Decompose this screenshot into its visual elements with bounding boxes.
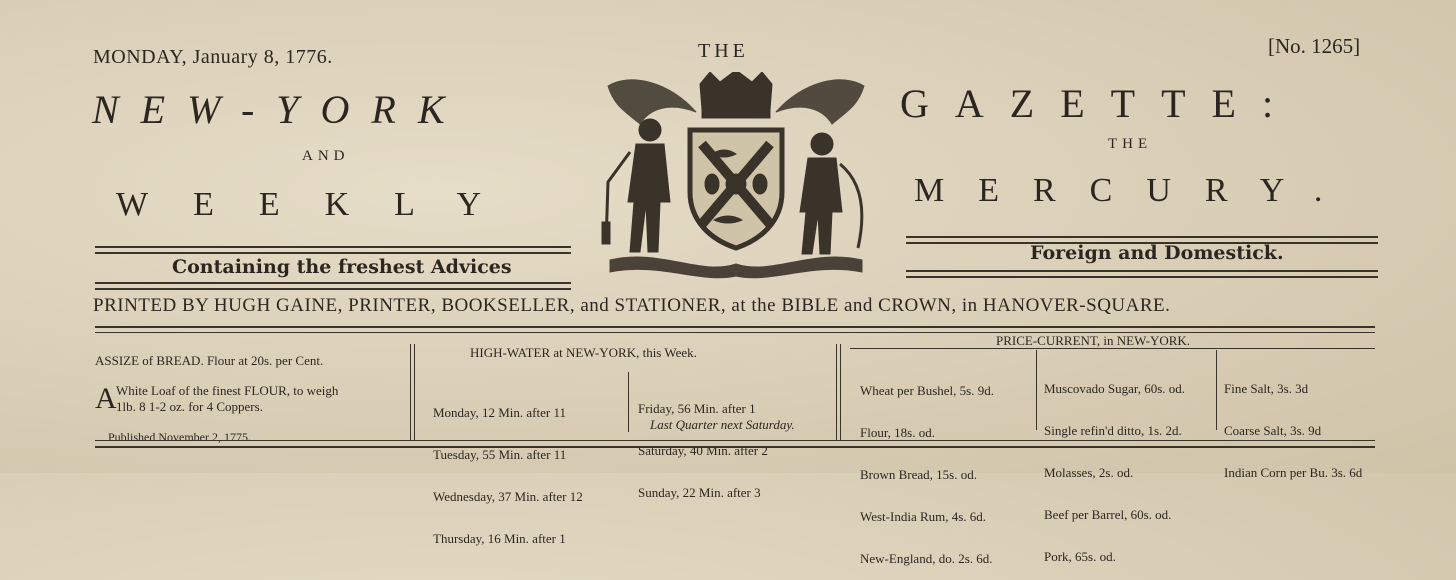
title-weekly: WEEKLY	[116, 186, 527, 223]
price-row: West-India Rum, 4s. 6d.	[860, 509, 987, 524]
highwater-row: Wednesday, 37 Min. after 12	[433, 489, 583, 504]
highwater-right	[638, 374, 768, 514]
price-col-1	[860, 356, 994, 580]
highwater-row: Saturday, 40 Min. after 2	[638, 443, 768, 458]
title-new-york: NEW-YORK	[92, 87, 467, 132]
price-col-2	[1044, 354, 1185, 578]
drop-cap-a: A	[95, 382, 117, 415]
price-row: Wheat per Bushel, 5s. 9d.	[860, 383, 994, 398]
price-row: New-England, do. 2s. 6d.	[860, 551, 993, 566]
price-row: Coarse Salt, 3s. 9d	[1224, 423, 1322, 438]
assize-line1: White Loaf of the finest FLOUR, to weigh	[116, 383, 339, 398]
dateline: MONDAY, January 8, 1776.	[93, 46, 333, 68]
left-tagline: Containing the freshest Advices	[172, 256, 512, 278]
highwater-row: Thursday, 16 Min. after 1	[433, 531, 566, 546]
highwater-row: Friday, 56 Min. after 1	[638, 401, 756, 416]
price-row: Beef per Barrel, 60s. od.	[1044, 507, 1172, 522]
title-and: AND	[302, 148, 350, 164]
title-the: THE	[1108, 136, 1153, 152]
highwater-left	[433, 378, 583, 560]
price-row: Muscovado Sugar, 60s. od.	[1044, 381, 1186, 396]
highwater-row: Sunday, 22 Min. after 3	[638, 485, 761, 500]
price-row: Flour, 18s. od.	[860, 425, 935, 440]
price-col-3	[1224, 354, 1362, 494]
issue-number: [No. 1265]	[1268, 34, 1361, 58]
printer-imprint: PRINTED BY HUGH GAINE, PRINTER, BOOKSELLER, and STATIONER, at the BIBLE and CROWN, in HANOVER-SQUARE.	[93, 295, 1171, 316]
highwater-heading: HIGH-WATER at NEW-YORK, this Week.	[470, 345, 697, 360]
the-top: THE	[698, 40, 749, 62]
highwater-row: Tuesday, 55 Min. after 11	[433, 447, 567, 462]
moon-note: Last Quarter next Saturday.	[650, 417, 795, 432]
highwater-row: Monday, 12 Min. after 11	[433, 405, 566, 420]
price-heading: PRICE-CURRENT, in NEW-YORK.	[996, 333, 1191, 348]
price-row: Brown Bread, 15s. od.	[860, 467, 977, 482]
price-row: Single refin'd ditto, 1s. 2d.	[1044, 423, 1182, 438]
assize-line2: 1lb. 8 1-2 oz. for 4 Coppers.	[116, 399, 263, 414]
price-row: Pork, 65s. od.	[1044, 549, 1116, 564]
assize-published: Published November 2, 1775.	[108, 430, 251, 444]
right-tagline: Foreign and Domestick.	[1030, 242, 1284, 264]
price-row: Fine Salt, 3s. 3d	[1224, 381, 1309, 396]
price-row: Indian Corn per Bu. 3s. 6d	[1224, 465, 1363, 480]
title-mercury: MERCURY.	[914, 172, 1357, 209]
assize-heading: ASSIZE of BREAD. Flour at 20s. per Cent.	[95, 353, 324, 368]
title-gazette: GAZETTE:	[900, 81, 1300, 126]
royal-coat-of-arms-icon	[600, 72, 872, 284]
price-row: Molasses, 2s. od.	[1044, 465, 1134, 480]
